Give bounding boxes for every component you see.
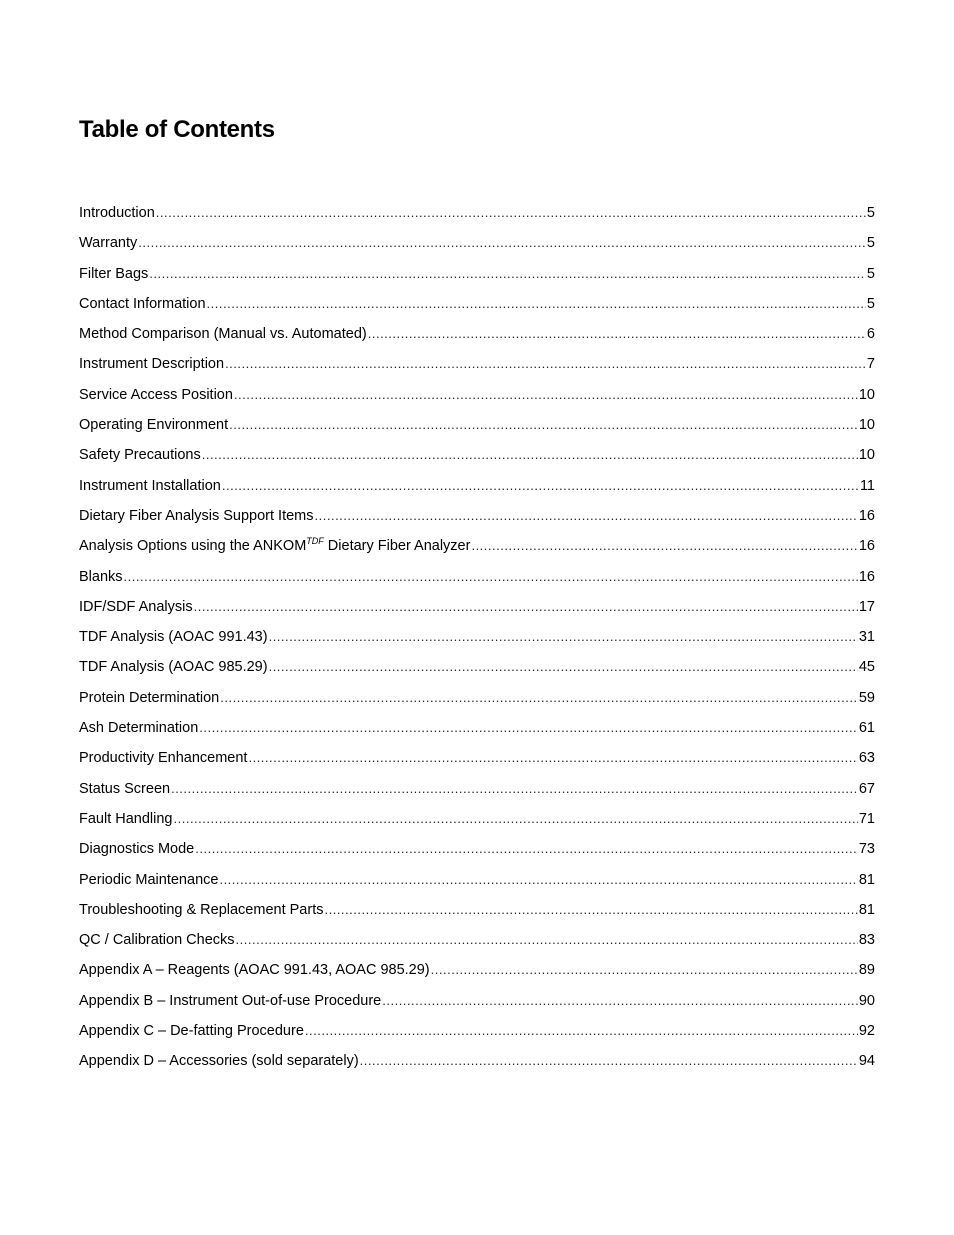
- toc-entry-label: Service Access Position: [79, 386, 233, 403]
- toc-entry-page: 5: [866, 265, 875, 282]
- toc-entry-label: Filter Bags: [79, 265, 149, 282]
- toc-entry[interactable]: [79, 562, 875, 592]
- toc-entry-label: TDF Analysis (AOAC 985.29): [79, 659, 268, 676]
- toc-entry-label: Blanks: [79, 568, 123, 585]
- toc-entry[interactable]: [79, 471, 875, 501]
- toc-entry-page: 10: [858, 386, 875, 403]
- toc-dot-leader: [324, 895, 857, 925]
- toc-entry-page: 7: [866, 356, 875, 373]
- toc-entry[interactable]: [79, 289, 875, 319]
- toc-dot-leader: [229, 410, 858, 440]
- toc-entry-label: Introduction: [79, 205, 155, 221]
- toc-entry-label: Diagnostics Mode: [79, 841, 195, 858]
- toc-entry-page: 16: [858, 568, 875, 585]
- page-title: Table of Contents: [79, 116, 275, 143]
- toc-dot-leader: [202, 440, 858, 470]
- toc-entry-label: Fault Handling: [79, 810, 173, 827]
- toc-dot-leader: [269, 652, 858, 682]
- toc-dot-leader: [199, 713, 858, 743]
- toc-dot-leader: [171, 774, 858, 804]
- toc-dot-leader: [225, 349, 866, 379]
- toc-entry-page: 83: [858, 932, 875, 949]
- toc-entry-label: Contact Information: [79, 295, 206, 312]
- toc-entry-page: 6: [866, 326, 875, 343]
- toc-dot-leader: [248, 743, 857, 773]
- toc-entry[interactable]: [79, 259, 875, 289]
- toc-entry[interactable]: [79, 865, 875, 895]
- toc-entry-label: Warranty: [79, 235, 138, 252]
- toc-entry[interactable]: [79, 895, 875, 925]
- toc-entry[interactable]: [79, 986, 875, 1016]
- toc-dot-leader: [156, 198, 866, 228]
- toc-entry-label: Method Comparison (Manual vs. Automated): [79, 326, 367, 343]
- toc-dot-leader: [220, 683, 858, 713]
- toc-entry-label: IDF/SDF Analysis: [79, 598, 193, 615]
- toc-entry[interactable]: [79, 925, 875, 955]
- toc-entry[interactable]: [79, 198, 875, 228]
- toc-entry-page: 5: [866, 205, 875, 221]
- toc-entry[interactable]: [79, 774, 875, 804]
- toc-dot-leader: [219, 865, 857, 895]
- toc-entry-label: [79, 531, 470, 561]
- toc-dot-leader: [124, 562, 858, 592]
- toc-entry-label: Productivity Enhancement: [79, 750, 248, 767]
- toc-entry-page: 67: [858, 780, 875, 797]
- toc-entry-page: 17: [858, 598, 875, 615]
- toc-dot-leader: [234, 380, 858, 410]
- toc-entry[interactable]: [79, 652, 875, 682]
- toc-dot-leader: [431, 955, 858, 985]
- toc-entry-page: 61: [858, 720, 875, 737]
- toc-entry-label: Protein Determination: [79, 689, 220, 706]
- toc-entry[interactable]: [79, 319, 875, 349]
- toc-entry[interactable]: [79, 501, 875, 531]
- toc-entry-label: Instrument Description: [79, 356, 225, 373]
- toc-dot-leader: [269, 622, 858, 652]
- toc-dot-leader: [236, 925, 858, 955]
- toc-entry[interactable]: [79, 834, 875, 864]
- toc-entry[interactable]: [79, 380, 875, 410]
- toc-entry-page: 92: [858, 1023, 875, 1040]
- toc-dot-leader: [174, 804, 858, 834]
- toc-entry-page: 31: [858, 629, 875, 646]
- toc-entry-page: 81: [858, 871, 875, 888]
- toc-entry[interactable]: [79, 1046, 875, 1076]
- toc-entry-label: Ash Determination: [79, 720, 199, 737]
- toc-entry-page: 5: [866, 295, 875, 312]
- toc-entry-label: Operating Environment: [79, 417, 229, 434]
- toc-entry[interactable]: [79, 743, 875, 773]
- toc-entry[interactable]: [79, 622, 875, 652]
- toc-entry[interactable]: [79, 804, 875, 834]
- toc-entry-page: 81: [858, 901, 875, 918]
- toc-entry[interactable]: [79, 410, 875, 440]
- toc-entry[interactable]: [79, 531, 875, 561]
- toc-entry-label-main: Analysis Options using the ANKOM: [79, 538, 307, 555]
- toc-entry-label-suffix: Dietary Fiber Analyzer: [323, 538, 471, 555]
- toc-entry-label: Instrument Installation: [79, 477, 221, 494]
- toc-entry[interactable]: [79, 592, 875, 622]
- toc-dot-leader: [360, 1046, 858, 1076]
- toc-entry-label: Appendix D – Accessories (sold separately): [79, 1053, 359, 1070]
- toc-entry-label: Troubleshooting & Replacement Parts: [79, 901, 324, 918]
- toc-dot-leader: [382, 986, 858, 1016]
- toc-entry-page: 89: [858, 962, 875, 979]
- toc-list: [79, 198, 875, 1077]
- toc-dot-leader: [315, 501, 858, 531]
- toc-entry-label: Safety Precautions: [79, 447, 201, 464]
- toc-dot-leader: [368, 319, 866, 349]
- toc-entry-page: 10: [858, 417, 875, 434]
- toc-entry-page: 11: [859, 477, 875, 494]
- toc-entry-page: 45: [858, 659, 875, 676]
- toc-entry[interactable]: [79, 955, 875, 985]
- toc-entry-page: 16: [858, 507, 875, 524]
- toc-dot-leader: [138, 228, 866, 258]
- toc-entry-page: 71: [858, 810, 875, 827]
- toc-dot-leader: [471, 531, 857, 561]
- toc-entry-superscript: TDF: [306, 536, 324, 547]
- toc-dot-leader: [305, 1016, 858, 1046]
- toc-entry-label: Periodic Maintenance: [79, 871, 219, 888]
- toc-entry-page: 59: [858, 689, 875, 706]
- toc-entry-page: 73: [858, 841, 875, 858]
- toc-entry-label: Appendix B – Instrument Out-of-use Procedure: [79, 992, 382, 1009]
- toc-dot-leader: [222, 471, 859, 501]
- toc-entry-label: TDF Analysis (AOAC 991.43): [79, 629, 268, 646]
- toc-entry[interactable]: [79, 713, 875, 743]
- toc-entry-page: 16: [858, 538, 875, 555]
- toc-entry-page: 90: [858, 992, 875, 1009]
- toc-dot-leader: [195, 834, 858, 864]
- toc-entry[interactable]: [79, 349, 875, 379]
- toc-entry-page: 10: [858, 447, 875, 464]
- toc-entry-page: 63: [858, 750, 875, 767]
- toc-entry-label: QC / Calibration Checks: [79, 932, 235, 949]
- toc-entry[interactable]: [79, 1016, 875, 1046]
- toc-entry-label: Dietary Fiber Analysis Support Items: [79, 507, 314, 524]
- toc-entry[interactable]: [79, 683, 875, 713]
- toc-dot-leader: [194, 592, 858, 622]
- toc-entry-label: Appendix C – De-fatting Procedure: [79, 1023, 304, 1040]
- toc-dot-leader: [207, 289, 866, 319]
- toc-entry[interactable]: [79, 440, 875, 470]
- toc-entry[interactable]: [79, 228, 875, 258]
- toc-entry-page: 5: [866, 235, 875, 252]
- toc-dot-leader: [149, 259, 866, 289]
- toc-entry-page: 94: [858, 1053, 875, 1070]
- toc-entry-label: Appendix A – Reagents (AOAC 991.43, AOAC 985.29): [79, 962, 430, 979]
- toc-entry-label: Status Screen: [79, 780, 171, 797]
